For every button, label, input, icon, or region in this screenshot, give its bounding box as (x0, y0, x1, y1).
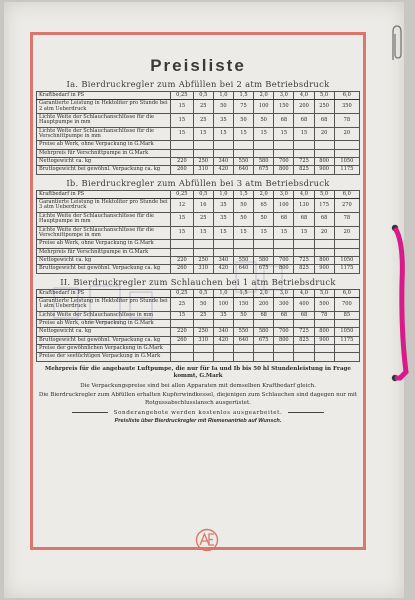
table-cell: 68 (314, 212, 334, 226)
table-cell: 800 (274, 336, 294, 344)
row-label: Bruttogewicht bei gewöhnl. Verpackung ca. kg (37, 265, 171, 273)
table-row (37, 100, 360, 114)
table-cell: 310 (193, 166, 213, 174)
table-cell: 400 (294, 297, 314, 311)
table-cell: 220 (171, 328, 194, 336)
table-cell: 250 (193, 158, 213, 166)
table-cell (334, 319, 359, 327)
table-cell: 675 (254, 265, 274, 273)
table-cell (314, 344, 334, 352)
table-row (37, 328, 360, 336)
table-cell: 100 (254, 100, 274, 114)
table-cell: 825 (294, 166, 314, 174)
table-cell: 50 (254, 114, 274, 128)
table-cell: 220 (171, 256, 194, 264)
table-row (37, 289, 360, 297)
table-cell: 500 (314, 297, 334, 311)
table-cell: 35 (213, 199, 233, 213)
table-cell (193, 240, 213, 248)
table-cell: 725 (294, 158, 314, 166)
table-row (37, 353, 360, 361)
table-cell: 50 (254, 212, 274, 226)
table-cell (213, 353, 233, 361)
table-cell (193, 353, 213, 361)
table-cell: 3,0 (274, 289, 294, 297)
table-cell: 250 (193, 256, 213, 264)
table-cell: 15 (233, 127, 253, 141)
table-cell (294, 141, 314, 149)
price-list-content (36, 38, 360, 424)
table-cell: 800 (314, 256, 334, 264)
table-cell: 580 (254, 158, 274, 166)
table-cell: 5,0 (314, 289, 334, 297)
table-cell: 1050 (334, 256, 359, 264)
table-cell (171, 240, 194, 248)
table-cell: 580 (254, 328, 274, 336)
table-cell (233, 353, 253, 361)
table-cell: 725 (294, 256, 314, 264)
table-cell (334, 149, 359, 157)
table-cell: 6,0 (334, 190, 359, 198)
table-cell: 15 (213, 127, 233, 141)
table-row (37, 344, 360, 352)
table-cell (254, 149, 274, 157)
table-cell: 580 (254, 256, 274, 264)
table-cell: 35 (213, 311, 233, 319)
table-cell: 85 (334, 311, 359, 319)
table-cell: 175 (314, 199, 334, 213)
table-cell: 340 (213, 256, 233, 264)
table-row (37, 92, 360, 100)
table-cell: 260 (171, 336, 194, 344)
table-row (37, 256, 360, 264)
table-cell: 700 (334, 297, 359, 311)
table-cell: 15 (193, 226, 213, 240)
table-cell: 78 (334, 114, 359, 128)
table-cell: 5,0 (314, 92, 334, 100)
table-cell: 4,0 (294, 190, 314, 198)
note-air-pump: Mehrpreis für die angebaute Luftpumpe, die nur für Ia und Ib bis 50 hl Stundenleistung in Frage kommt, G.Mark (45, 365, 351, 380)
divider-right (288, 412, 324, 413)
price-table (36, 190, 360, 274)
table-cell (193, 344, 213, 352)
row-label: Bruttogewicht bei gewöhnl. Verpackung ca. kg (37, 166, 171, 174)
table-cell: 25 (193, 212, 213, 226)
page-title: Preisliste (150, 56, 246, 75)
table-cell: 15 (171, 226, 194, 240)
table-cell: 550 (233, 256, 253, 264)
table-cell: 0,5 (193, 289, 213, 297)
table-cell (274, 353, 294, 361)
table-cell (334, 248, 359, 256)
table-cell: 2,0 (254, 289, 274, 297)
row-label: Garantierte Leistung in Hektoliter pro Stunde bei 3 atm Ueberdruck (37, 199, 171, 213)
table-cell: 825 (294, 336, 314, 344)
table-cell: 1,0 (213, 289, 233, 297)
table-cell (233, 240, 253, 248)
table-cell: 420 (213, 265, 233, 273)
row-label: Mehrpreis für Verschnittpumpe in G.Mark (37, 248, 171, 256)
table-cell: 15 (193, 127, 213, 141)
table-cell: 15 (171, 311, 194, 319)
offer-text: Sonderangebote werden kostenlos ausgearbeitet. (113, 410, 283, 417)
table-cell (254, 353, 274, 361)
table-cell: 68 (274, 311, 294, 319)
table-row (37, 212, 360, 226)
table-cell (314, 149, 334, 157)
table-cell: 68 (254, 311, 274, 319)
paper-clip-icon (389, 24, 403, 62)
row-label: Kraftbedarf in PS (37, 92, 171, 100)
table-cell (171, 353, 194, 361)
table-cell: 78 (334, 212, 359, 226)
footer-note: Preisliste über Bierdruckregler mit Riemenantrieb auf Wunsch. (114, 418, 282, 425)
table-cell: 0,5 (193, 190, 213, 198)
table-cell: 340 (213, 328, 233, 336)
row-label: Garantierte Leistung in Hektoliter pro Stunde bei 2 atm Ueberdruck (37, 100, 171, 114)
table-cell: 20 (314, 226, 334, 240)
table-cell: 2,0 (254, 190, 274, 198)
table-cell: 68 (274, 212, 294, 226)
table-cell (171, 149, 194, 157)
table-cell: 1050 (334, 158, 359, 166)
table-cell: 1,5 (233, 92, 253, 100)
table-cell: 800 (274, 166, 294, 174)
table-cell: 20 (314, 127, 334, 141)
table-cell: 16 (193, 199, 213, 213)
note-fittings: Die Bierdruckregler zum Abfüllen erhalten Kupferwindkessel, diejenigen zum Schlauchen sind dagegen nur mit Rotgussabschlusslansch ausgerüstet. (38, 392, 358, 406)
table-cell: 420 (213, 336, 233, 344)
row-label: Nettogewicht ca. kg (37, 328, 171, 336)
table-cell: 15 (233, 226, 253, 240)
table-cell: 68 (294, 114, 314, 128)
table-cell (334, 344, 359, 352)
row-label: Lichte Weite der Schlauchanschlüsse für die Hauptpumpe in mm (37, 212, 171, 226)
table-cell: 1,5 (233, 190, 253, 198)
table-cell: 200 (254, 297, 274, 311)
table-cell (171, 141, 194, 149)
table-row (37, 240, 360, 248)
table-cell: 310 (193, 336, 213, 344)
table-cell (213, 240, 233, 248)
table-cell (213, 149, 233, 157)
section-title: II. Bierdruckregler zum Schlauchen bei 1 atm Betriebsdruck (60, 276, 336, 287)
table-cell: 15 (171, 100, 194, 114)
table-cell: 725 (294, 328, 314, 336)
table-cell: 1,0 (213, 92, 233, 100)
table-cell (334, 353, 359, 361)
table-row (37, 311, 360, 319)
table-cell: 150 (233, 297, 253, 311)
table-row (37, 127, 360, 141)
table-cell: 20 (334, 127, 359, 141)
table-cell: 20 (334, 226, 359, 240)
table-row (37, 319, 360, 327)
table-cell (254, 240, 274, 248)
table-cell (193, 141, 213, 149)
table-cell (213, 319, 233, 327)
table-cell: 35 (213, 114, 233, 128)
table-cell: 15 (294, 127, 314, 141)
table-cell: 0,25 (171, 190, 194, 198)
table-cell: 310 (193, 265, 213, 273)
table-cell: 350 (334, 100, 359, 114)
table-cell: 150 (274, 100, 294, 114)
table-cell: 15 (254, 226, 274, 240)
table-cell (233, 319, 253, 327)
table-cell (294, 319, 314, 327)
table-cell: 340 (213, 158, 233, 166)
table-row (37, 158, 360, 166)
table-cell: 15 (254, 127, 274, 141)
table-cell: 68 (294, 311, 314, 319)
table-cell (314, 248, 334, 256)
table-cell (254, 248, 274, 256)
table-cell: 800 (314, 158, 334, 166)
table-cell: 675 (254, 166, 274, 174)
table-cell: 15 (171, 114, 194, 128)
table-row (37, 141, 360, 149)
table-cell: 25 (193, 100, 213, 114)
table-cell (274, 319, 294, 327)
table-cell (193, 248, 213, 256)
table-cell: 1,0 (213, 190, 233, 198)
table-cell: 15 (294, 226, 314, 240)
table-cell: 6,0 (334, 92, 359, 100)
row-label: Lichte Weite der Schlauchanschlüsse für die Verschnittpumpe in mm (37, 127, 171, 141)
ae-monogram-logo (195, 528, 219, 552)
table-cell: 550 (233, 158, 253, 166)
table-cell (171, 319, 194, 327)
row-label: Preise ab Werk, ohne Verpackung in G.Mark (37, 141, 171, 149)
row-label: Mehrpreis für Verschnittpumpe in G.Mark (37, 149, 171, 157)
divider-left (72, 412, 108, 413)
section-title: Ib. Bierdruckregler zum Abfüllen bei 3 atm Betriebsdruck (66, 177, 330, 188)
table-cell (171, 344, 194, 352)
table-cell: 640 (233, 265, 253, 273)
table-cell: 900 (314, 265, 334, 273)
table-cell: 15 (274, 127, 294, 141)
table-cell: 130 (294, 199, 314, 213)
row-label: Lichte Weite der Schlauchanschlüsse in mm (37, 311, 171, 319)
table-cell (334, 240, 359, 248)
table-cell: 4,0 (294, 289, 314, 297)
sections-container (36, 79, 360, 362)
table-cell: 25 (171, 297, 194, 311)
table-cell: 700 (274, 256, 294, 264)
table-cell: 75 (233, 100, 253, 114)
table-cell: 68 (294, 212, 314, 226)
table-cell: 78 (314, 311, 334, 319)
table-cell: 900 (314, 336, 334, 344)
table-cell: 25 (193, 114, 213, 128)
price-table (36, 289, 360, 362)
table-row (37, 166, 360, 174)
row-label: Lichte Weite der Schlauchanschlüsse für die Hauptpumpe in mm (37, 114, 171, 128)
table-cell: 250 (193, 328, 213, 336)
table-cell: 50 (233, 114, 253, 128)
table-cell (294, 248, 314, 256)
table-cell (294, 240, 314, 248)
row-label: Preise ab Werk, ohne Verpackung in G.Mark (37, 319, 171, 327)
row-label: Preise der seetüchtigen Verpackung in G.Mark (37, 353, 171, 361)
table-cell: 15 (171, 127, 194, 141)
table-cell: 1050 (334, 328, 359, 336)
table-cell (233, 149, 253, 157)
table-cell (254, 141, 274, 149)
table-cell: 3,0 (274, 190, 294, 198)
table-cell: 1175 (334, 166, 359, 174)
table-cell: 35 (213, 212, 233, 226)
row-label: Kraftbedarf in PS (37, 190, 171, 198)
table-cell: 15 (171, 212, 194, 226)
table-cell (233, 141, 253, 149)
table-cell: 4,0 (294, 92, 314, 100)
table-cell (274, 240, 294, 248)
row-label: Preise der gewöhnlichen Verpackung in G.Mark (37, 344, 171, 352)
table-cell: 1,5 (233, 289, 253, 297)
notes-block (36, 366, 360, 408)
table-cell (193, 149, 213, 157)
table-cell: 270 (334, 199, 359, 213)
table-cell: 100 (274, 199, 294, 213)
table-cell: 825 (294, 265, 314, 273)
row-label: Kraftbedarf in PS (37, 289, 171, 297)
table-cell: 2,0 (254, 92, 274, 100)
table-cell (254, 344, 274, 352)
table-cell (213, 141, 233, 149)
table-cell (233, 344, 253, 352)
offer-line (36, 410, 360, 416)
table-cell (314, 240, 334, 248)
table-cell (294, 344, 314, 352)
table-row (37, 265, 360, 273)
table-cell: 50 (193, 297, 213, 311)
table-cell: 50 (233, 212, 253, 226)
table-cell: 220 (171, 158, 194, 166)
row-label: Nettogewicht ca. kg (37, 158, 171, 166)
table-row (37, 149, 360, 157)
table-row (37, 199, 360, 213)
table-cell: 0,25 (171, 289, 194, 297)
note-packaging: Die Verpackungspreise sind bei allen Apparaten mit demselben Kraftbedarf gleich. (80, 382, 316, 389)
table-cell: 550 (233, 328, 253, 336)
table-cell (274, 248, 294, 256)
table-cell: 200 (294, 100, 314, 114)
table-cell (334, 141, 359, 149)
table-cell: 15 (274, 226, 294, 240)
table-cell (294, 353, 314, 361)
table-cell: 250 (314, 100, 334, 114)
table-cell (274, 149, 294, 157)
table-cell: 260 (171, 166, 194, 174)
row-label: Nettogewicht ca. kg (37, 256, 171, 264)
table-cell: 700 (274, 158, 294, 166)
table-cell: 300 (274, 297, 294, 311)
table-cell (314, 141, 334, 149)
table-cell: 50 (213, 100, 233, 114)
table-cell: 640 (233, 336, 253, 344)
table-cell: 65 (254, 199, 274, 213)
table-cell: 50 (233, 199, 253, 213)
table-cell: 68 (314, 114, 334, 128)
table-cell: 6,0 (334, 289, 359, 297)
table-cell (193, 319, 213, 327)
table-cell: 5,0 (314, 190, 334, 198)
table-row (37, 297, 360, 311)
binding-ribbon (388, 222, 412, 382)
table-cell: 800 (274, 265, 294, 273)
table-cell: 0,5 (193, 92, 213, 100)
table-cell (314, 353, 334, 361)
table-cell: 1175 (334, 336, 359, 344)
table-row (37, 248, 360, 256)
table-row (37, 336, 360, 344)
table-cell: 800 (314, 328, 334, 336)
table-cell: 640 (233, 166, 253, 174)
row-label: Preise ab Werk, ohne Verpackung in G.Mark (37, 240, 171, 248)
table-cell: 420 (213, 166, 233, 174)
table-cell: 675 (254, 336, 274, 344)
table-cell (171, 248, 194, 256)
table-cell: 68 (274, 114, 294, 128)
table-cell (213, 248, 233, 256)
row-label: Bruttogewicht bei gewöhnl. Verpackung ca. kg (37, 336, 171, 344)
table-cell: 0,25 (171, 92, 194, 100)
table-cell: 900 (314, 166, 334, 174)
table-cell: 25 (193, 311, 213, 319)
table-cell: 15 (213, 226, 233, 240)
table-row (37, 190, 360, 198)
table-cell (213, 344, 233, 352)
table-cell (274, 344, 294, 352)
table-row (37, 114, 360, 128)
price-table (36, 91, 360, 175)
row-label: Garantierte Leistung in Hektoliter pro Stunde bei 1 atm Ueberdruck (37, 297, 171, 311)
table-cell: 12 (171, 199, 194, 213)
table-cell: 260 (171, 265, 194, 273)
table-cell (294, 149, 314, 157)
table-row (37, 226, 360, 240)
table-cell (254, 319, 274, 327)
table-cell: 1175 (334, 265, 359, 273)
table-cell: 700 (274, 328, 294, 336)
table-cell: 100 (213, 297, 233, 311)
table-cell: 50 (233, 311, 253, 319)
table-cell (314, 319, 334, 327)
table-cell (274, 141, 294, 149)
section-title: Ia. Bierdruckregler zum Abfüllen bei 2 atm Betriebsdruck (66, 79, 330, 89)
table-cell: 3,0 (274, 92, 294, 100)
row-label: Lichte Weite der Schlauchanschlüsse für die Verschnittpumpe in mm (37, 226, 171, 240)
table-cell (233, 248, 253, 256)
